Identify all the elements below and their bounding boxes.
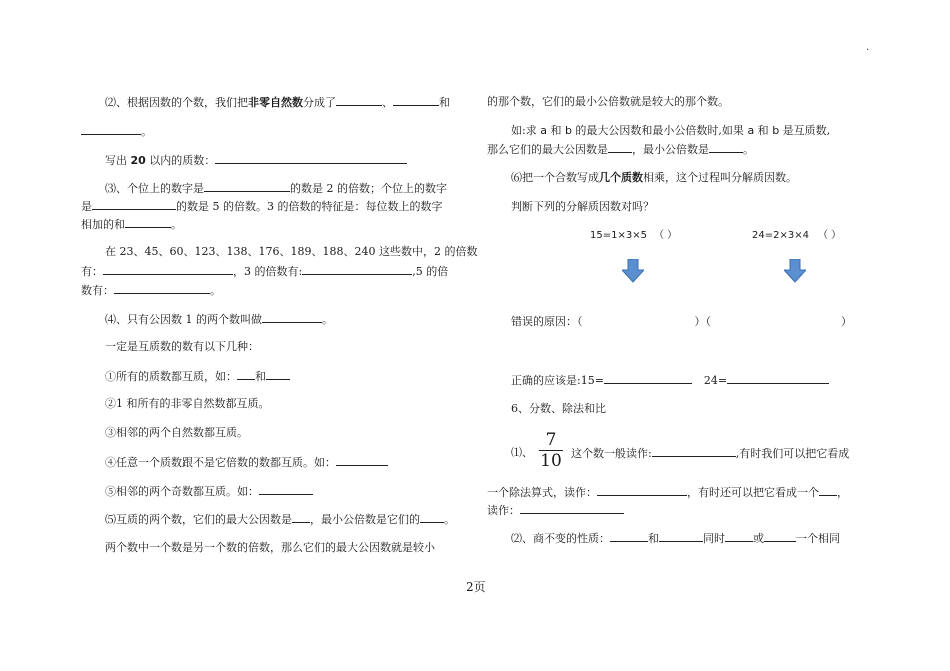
left-line-2: 写出 20 以内的质数： bbox=[105, 153, 407, 168]
fraction-numerator: 7 bbox=[545, 430, 557, 450]
fraction-denominator: 10 bbox=[540, 451, 562, 471]
left-line-5: 相加的和 。 bbox=[81, 218, 182, 231]
right-line-12: ⑵、商不变的性质： 和 同时 或 一个相同 bbox=[511, 532, 840, 545]
blank[interactable] bbox=[659, 531, 703, 542]
left-line-3: ⑶、个位上的数字是 的数是 2 的倍数；个位上的数字 bbox=[105, 182, 447, 195]
right-line-9-label: ⑴、 bbox=[511, 446, 533, 459]
left-line-9: ⑷、只有公因数 1 的两个数叫做 。 bbox=[105, 313, 333, 326]
blank[interactable] bbox=[292, 512, 310, 523]
left-line-7: 有： ，3 的倍数有: ,5 的倍 bbox=[81, 265, 449, 278]
left-line-12: ②1 和所有的非零自然数都互质。 bbox=[105, 397, 270, 410]
page-number: 2页 bbox=[466, 580, 486, 594]
left-line-1: ⑵、根据因数的个数，我们把非零自然数分成了 、 和 bbox=[105, 96, 450, 109]
judge-paren-2: （ ） bbox=[818, 230, 842, 241]
blank[interactable] bbox=[125, 217, 171, 228]
right-line-2: 如:求 a 和 b 的最大公因数和最小公倍数时,如果 a 和 b 是互质数, bbox=[511, 124, 831, 137]
right-line-6: 错误的原因：（ ）（ ） bbox=[511, 315, 852, 328]
right-line-3: 那么它们的最大公因数是 ，最小公倍数是 。 bbox=[487, 143, 754, 156]
corner-dot: . bbox=[866, 42, 870, 53]
left-line-14: ④任意一个质数跟不是它倍数的数都互质。如： bbox=[105, 455, 388, 470]
blank[interactable] bbox=[819, 485, 837, 496]
blank[interactable] bbox=[103, 264, 233, 275]
left-line-15: ⑤相邻的两个奇数都互质。如： bbox=[105, 484, 313, 499]
blank[interactable] bbox=[266, 369, 290, 380]
right-line-7: 正确的应该是:15= 24= bbox=[511, 373, 829, 388]
blank[interactable] bbox=[336, 455, 388, 466]
blank[interactable] bbox=[652, 446, 736, 457]
blank[interactable] bbox=[727, 373, 829, 384]
blank[interactable] bbox=[81, 124, 141, 135]
right-line-5: 判断下列的分解质因数对吗？ bbox=[511, 200, 654, 213]
blank[interactable] bbox=[336, 95, 382, 106]
left-line-1-end: 。 bbox=[81, 124, 152, 139]
left-line-17: 两个数中一个数是另一个数的倍数，那么它们的最大公因数就是较小 bbox=[105, 541, 435, 554]
blank[interactable] bbox=[709, 142, 743, 153]
blank[interactable] bbox=[597, 485, 687, 496]
left-line-4: 是 的数是 5 的倍数。3 的倍数的特征是：每位数上的数字 bbox=[81, 200, 443, 213]
blank[interactable] bbox=[520, 503, 624, 514]
left-line-8: 数有： 。 bbox=[81, 284, 221, 297]
left-line-6: 在 23、45、60、123、138、176、189、188、240 这些数中，2 的倍数 bbox=[105, 245, 478, 258]
blank[interactable] bbox=[204, 181, 290, 192]
left-line-13: ③相邻的两个自然数都互质。 bbox=[105, 426, 248, 439]
blank[interactable] bbox=[420, 512, 444, 523]
blank[interactable] bbox=[608, 142, 632, 153]
blank[interactable] bbox=[262, 312, 322, 323]
down-arrow-icon bbox=[622, 259, 644, 283]
right-line-9: 这个数一般读作: ,有时我们可以把它看成 bbox=[571, 447, 850, 460]
fraction-seven-tenths bbox=[539, 430, 563, 471]
blank[interactable] bbox=[764, 531, 796, 542]
blank[interactable] bbox=[393, 95, 439, 106]
blank[interactable] bbox=[604, 373, 692, 384]
blank[interactable] bbox=[610, 531, 648, 542]
right-line-8: 6、分数、除法和比 bbox=[511, 402, 606, 415]
right-line-4: ⑹把一个合数写成几个质数相乘，这个过程叫分解质因数。 bbox=[511, 171, 797, 184]
left-line-11: ①所有的质数都互质，如： 和 bbox=[105, 369, 290, 384]
right-line-1: 的那个数，它们的最小公倍数就是较大的那个数。 bbox=[487, 95, 729, 108]
blank[interactable] bbox=[114, 283, 210, 294]
down-arrow-icon bbox=[784, 259, 806, 283]
blank[interactable] bbox=[259, 484, 313, 495]
left-line-16: ⑸互质的两个数，它们的最大公因数是 ，最小公倍数是它们的 。 bbox=[105, 513, 455, 526]
blank[interactable] bbox=[215, 153, 407, 164]
left-line-10: 一定是互质数的数有以下几种： bbox=[105, 340, 259, 353]
judge-paren-1[interactable]: （ ） bbox=[654, 230, 678, 241]
blank[interactable] bbox=[92, 199, 176, 210]
blank[interactable] bbox=[237, 369, 255, 380]
equation-24: 24=2×3×4 bbox=[752, 230, 809, 241]
equation-15: 15=1×3×5 bbox=[590, 230, 647, 241]
right-line-10: 一个除法算式，读作： ，有时还可以把它看成一个 ， bbox=[487, 486, 848, 499]
right-line-11: 读作： bbox=[487, 503, 624, 518]
blank[interactable] bbox=[725, 531, 753, 542]
blank[interactable] bbox=[302, 264, 412, 275]
